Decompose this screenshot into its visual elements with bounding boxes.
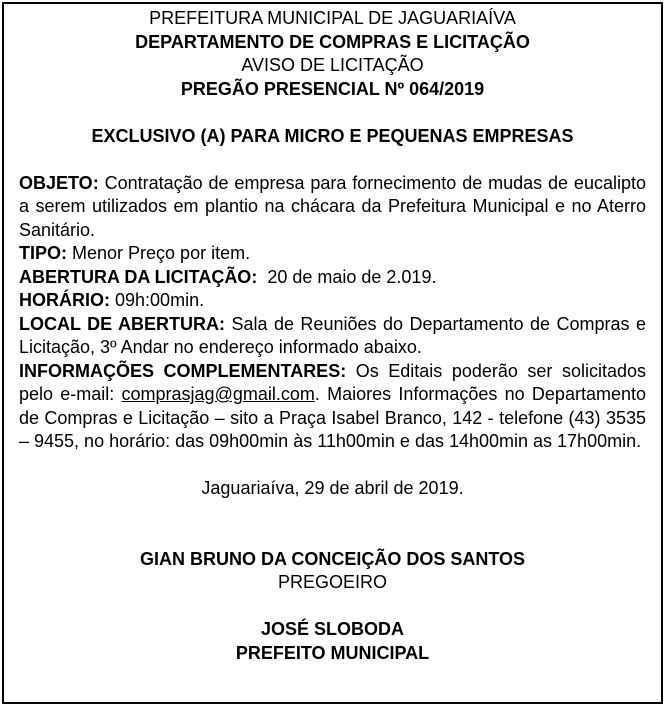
spacer xyxy=(19,101,646,125)
notice-document xyxy=(2,2,663,704)
dateline: Jaguariaíva, 29 de abril de 2019. xyxy=(201,478,464,498)
signature-pregoeiro-name: GIAN BRUNO DA CONCEIÇÃO DOS SANTOS xyxy=(139,548,526,569)
field-informacoes-value-start: Os Editais poderão ser solicitados pelo e-mail: xyxy=(19,360,646,404)
field-tipo-value: Menor Preço por item. xyxy=(72,243,251,263)
field-informacoes-label: INFORMAÇÕES COMPLEMENTARES: xyxy=(19,360,347,381)
field-objeto xyxy=(19,172,646,243)
header-org-name: PREFEITURA MUNICIPAL DE JAGUARIAÍVA xyxy=(149,8,516,28)
field-local xyxy=(19,313,646,360)
field-horario-value: 09h:00min. xyxy=(115,290,205,310)
spacer xyxy=(19,454,646,478)
spacer xyxy=(19,148,646,172)
field-informacoes-value-end: . Maiores Informações no Departamento de Compras e Licitação – sito a Praça Isabel Branco, 142 - telefone (43) 3535 – 9455, no horário: das 09h00min às 11h00min e das 14h00min as 17h00min. xyxy=(19,384,646,451)
field-objeto-label: OBJETO: xyxy=(19,172,99,193)
field-tipo-label: TIPO: xyxy=(19,243,67,263)
field-local-value: Sala de Reuniões do Departamento de Compras e Licitação, 3º Andar no endereço informado abaixo. xyxy=(19,313,646,357)
spacer xyxy=(19,501,646,525)
header-notice-type: AVISO DE LICITAÇÃO xyxy=(241,55,424,75)
field-tipo xyxy=(19,242,646,266)
signature-prefeito-name: JOSÉ SLOBODA xyxy=(260,619,405,639)
signature-pregoeiro-title: PREGOEIRO xyxy=(277,572,388,592)
exclusivity-notice: EXCLUSIVO (A) PARA MICRO E PEQUENAS EMPRESAS xyxy=(91,125,574,146)
field-horario xyxy=(19,289,646,313)
email-address: comprasjag@gmail.com xyxy=(121,384,315,404)
field-horario-label: HORÁRIO: xyxy=(19,290,110,310)
field-abertura xyxy=(19,266,646,290)
header-department: DEPARTAMENTO DE COMPRAS E LICITAÇÃO xyxy=(135,31,530,52)
field-local-label: LOCAL DE ABERTURA: xyxy=(19,313,225,334)
field-abertura-label: ABERTURA DA LICITAÇÃO: xyxy=(19,266,258,287)
signature-prefeito-title: PREFEITO MUNICIPAL xyxy=(235,642,430,663)
field-objeto-value: Contratação de empresa para fornecimento de mudas de eucalipto a serem utilizados em plantio na chácara da Prefeitura Municipal e no Aterro Sanitário. xyxy=(19,172,646,240)
spacer xyxy=(19,595,646,619)
spacer xyxy=(19,524,646,548)
field-informacoes xyxy=(19,360,646,454)
field-abertura-value: 20 de maio de 2.019. xyxy=(267,266,437,287)
header-auction-number: PREGÃO PRESENCIAL Nº 064/2019 xyxy=(180,78,485,99)
